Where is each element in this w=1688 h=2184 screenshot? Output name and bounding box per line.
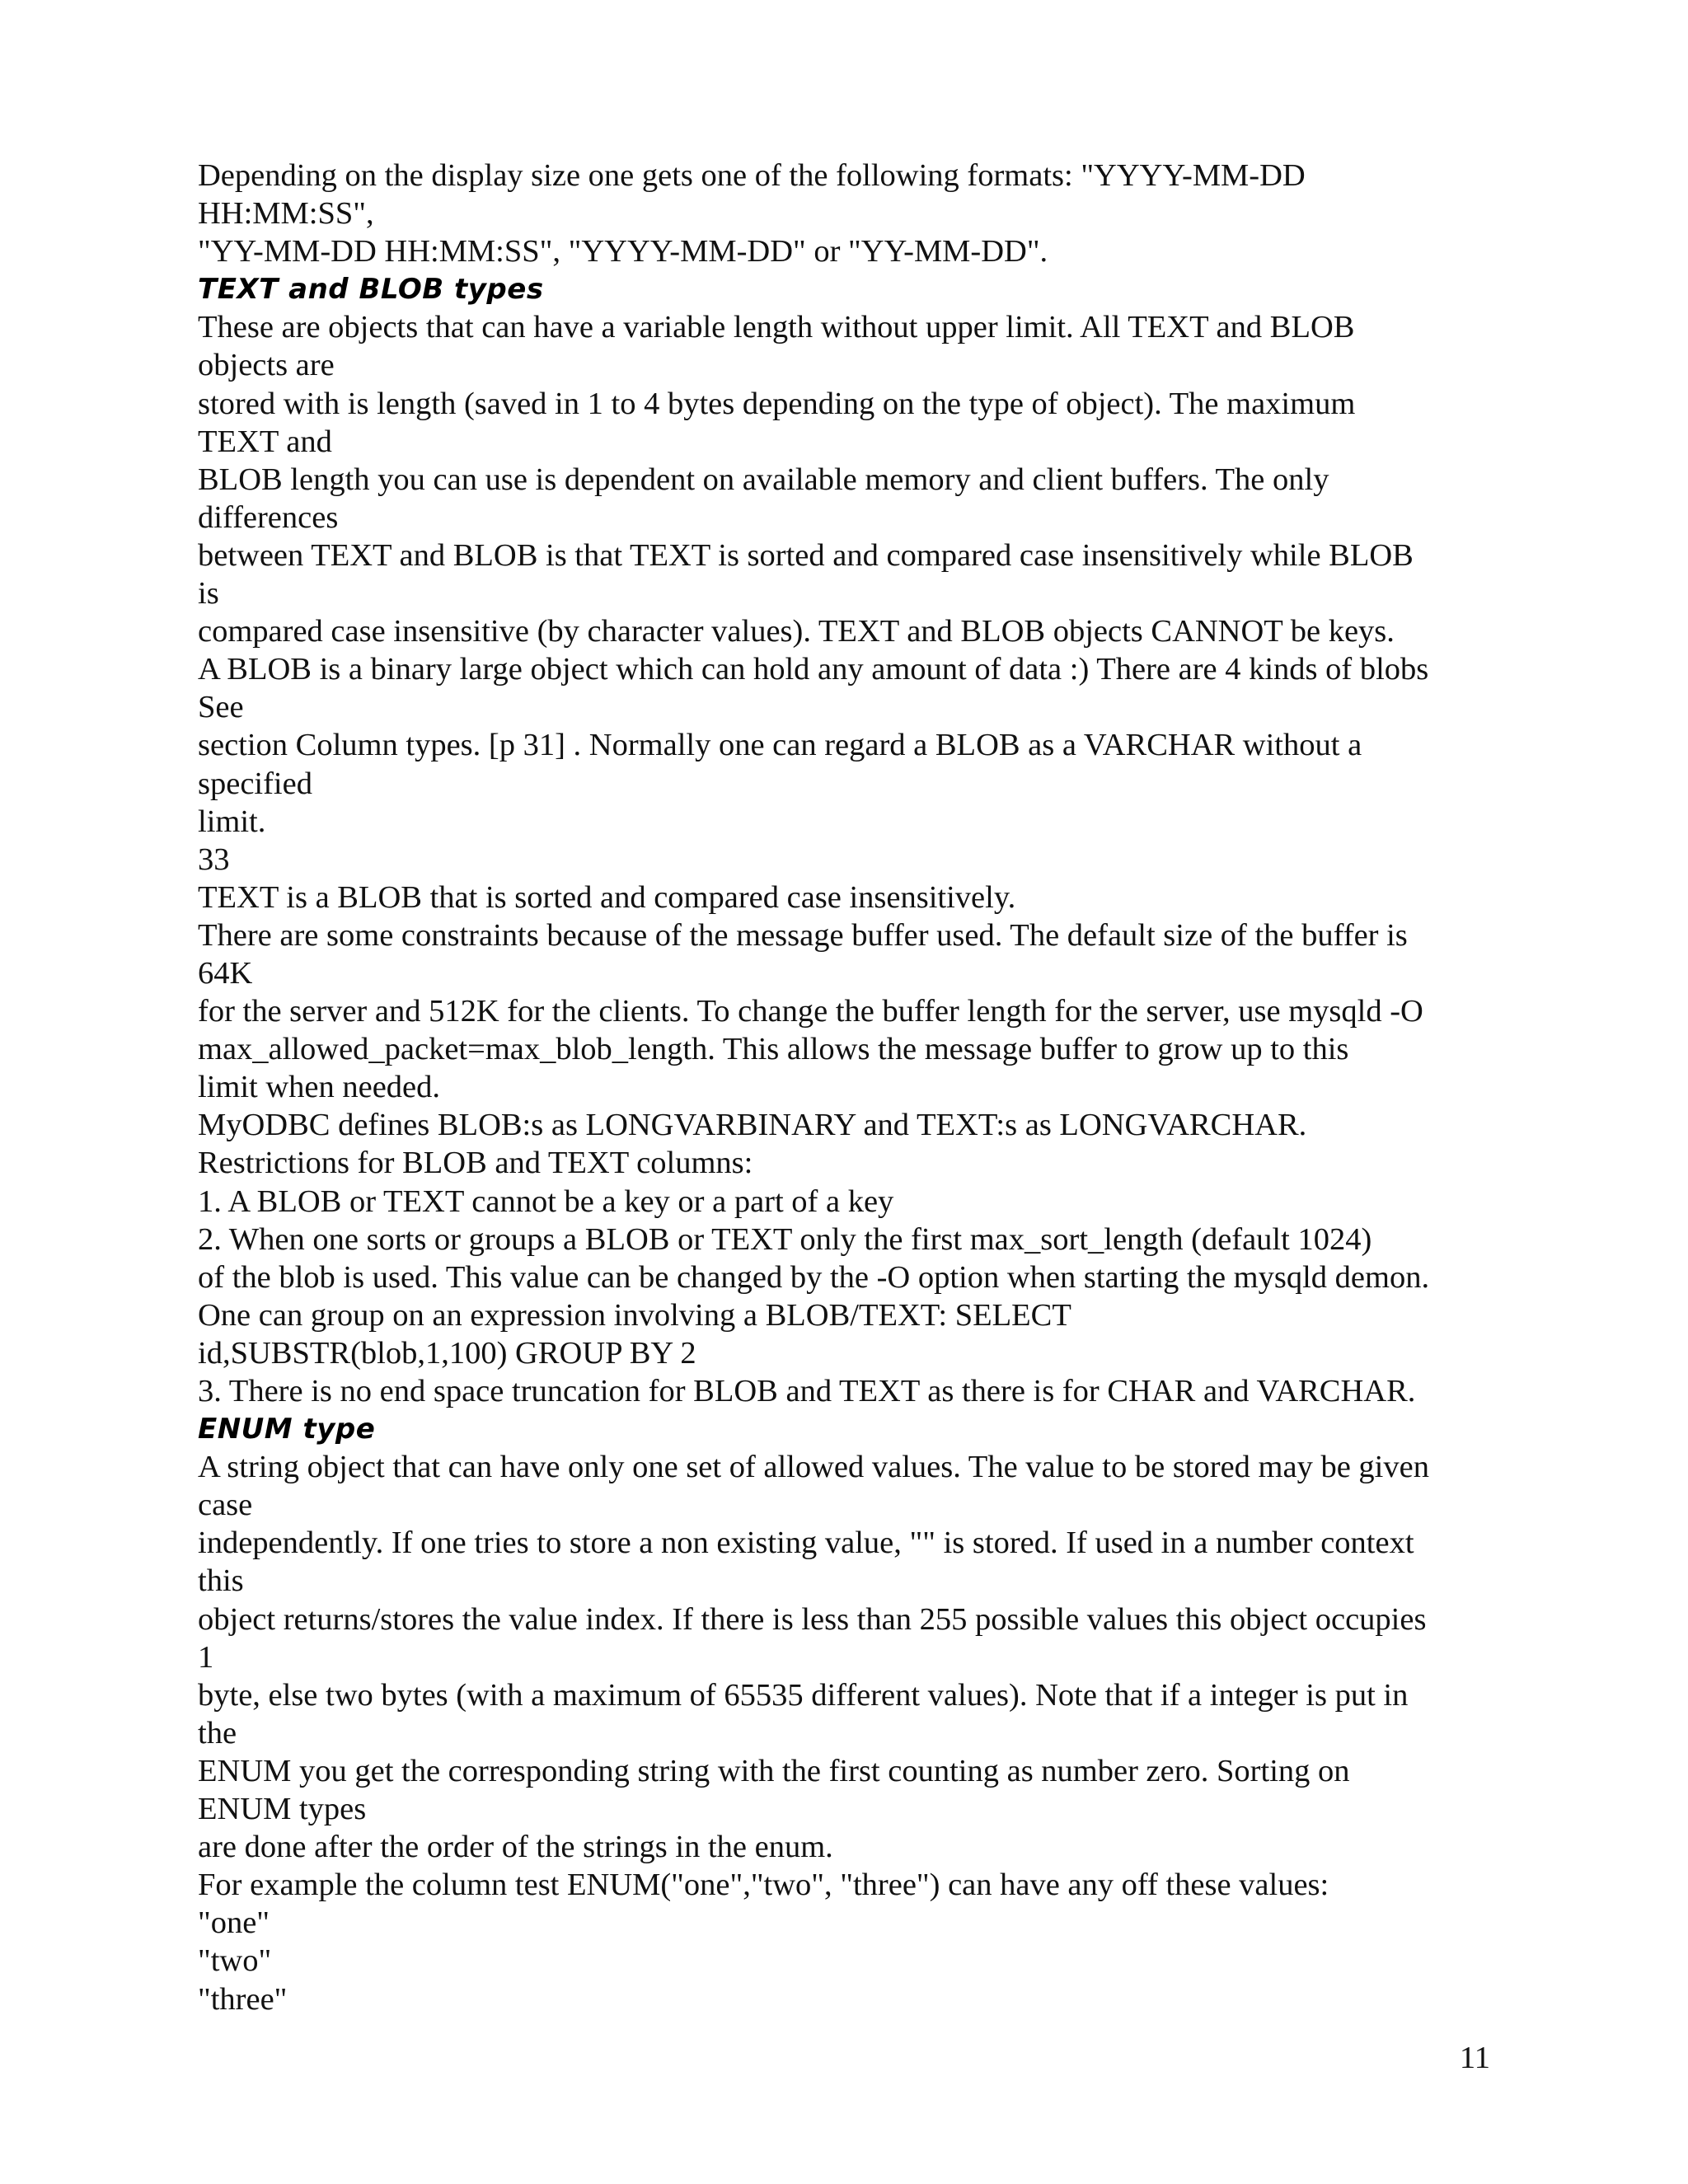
- text-line: case: [198, 1488, 253, 1523]
- text-line: Depending on the display size one gets one of the following formats: "YYYY-MM-DD: [198, 158, 1306, 193]
- text-line: max_allowed_packet=max_blob_length. This allows the message buffer to grow up to this: [198, 1032, 1349, 1067]
- text-line: are done after the order of the strings in the enum.: [198, 1830, 833, 1865]
- text-line: for the server and 512K for the clients. To change the buffer length for the server, use mysqld -O: [198, 994, 1423, 1029]
- text-line: One can group on an expression involving a BLOB/TEXT: SELECT: [198, 1297, 1071, 1333]
- text-line: 3. There is no end space truncation for BLOB and TEXT as there is for CHAR and VARCHAR.: [198, 1374, 1416, 1408]
- text-line: "YY-MM-DD HH:MM:SS", "YYYY-MM-DD" or "YY-MM-DD".: [198, 234, 1048, 269]
- text-line: specified: [198, 766, 312, 801]
- text-line: MyODBC defines BLOB:s as LONGVARBINARY and TEXT:s as LONGVARCHAR.: [198, 1108, 1307, 1143]
- text-line: "three": [198, 1981, 288, 2017]
- text-line: There are some constraints because of the message buffer used. The default size of the buffer is: [198, 917, 1408, 953]
- section-heading: ENUM type: [198, 1413, 376, 1446]
- text-line: independently. If one tries to store a non existing value, "" is stored. If used in a number context: [198, 1526, 1414, 1561]
- text-line: object returns/stores the value index. If there is less than 255 possible values this object occupies: [198, 1601, 1427, 1637]
- text-line: These are objects that can have a variable length without upper limit. All TEXT and BLOB: [198, 310, 1355, 345]
- text-line: between TEXT and BLOB is that TEXT is sorted and compared case insensitively while BLOB: [198, 537, 1414, 573]
- text-line: is: [198, 576, 219, 612]
- text-line: TEXT is a BLOB that is sorted and compared case insensitively.: [198, 879, 1016, 915]
- text-line: objects are: [198, 348, 335, 383]
- text-line: BLOB length you can use is dependent on available memory and client buffers. The only: [198, 462, 1329, 497]
- text-line: ENUM types: [198, 1792, 367, 1827]
- text-line: 33: [198, 841, 230, 877]
- text-line: ENUM you get the corresponding string with the first counting as number zero. Sorting on: [198, 1753, 1350, 1788]
- text-line: compared case insensitive (by character values). TEXT and BLOB objects CANNOT be keys.: [198, 614, 1395, 649]
- text-line: 1. A BLOB or TEXT cannot be a key or a part of a key: [198, 1183, 894, 1219]
- page-number: 11: [1459, 2041, 1490, 2075]
- text-line: limit when needed.: [198, 1070, 441, 1105]
- text-line: "one": [198, 1905, 270, 1941]
- text-line: 2. When one sorts or groups a BLOB or TEXT only the first max_sort_length (default 1024): [198, 1221, 1372, 1257]
- text-line: 1: [198, 1639, 214, 1675]
- text-line: For example the column test ENUM("one","two", "three") can have any off these values:: [198, 1868, 1329, 1903]
- text-line: TEXT and: [198, 424, 332, 459]
- text-line: section Column types. [p 31] . Normally one can regard a BLOB as a VARCHAR without a: [198, 728, 1362, 763]
- text-line: of the blob is used. This value can be changed by the -O option when starting the mysqld demon.: [198, 1259, 1430, 1295]
- text-line: "two": [198, 1943, 272, 1979]
- page-body: [198, 157, 1500, 2018]
- text-line: HH:MM:SS",: [198, 196, 374, 232]
- text-line: id,SUBSTR(blob,1,100) GROUP BY 2: [198, 1335, 696, 1371]
- text-line: 64K: [198, 955, 253, 991]
- text-line: the: [198, 1715, 237, 1750]
- text-line: differences: [198, 499, 339, 535]
- text-line: See: [198, 690, 244, 725]
- section-heading: TEXT and BLOB types: [198, 273, 544, 307]
- text-line: this: [198, 1563, 244, 1599]
- text-line: A string object that can have only one set of allowed values. The value to be stored may be given: [198, 1450, 1429, 1485]
- text-line: Restrictions for BLOB and TEXT columns:: [198, 1146, 753, 1181]
- text-line: stored with is length (saved in 1 to 4 bytes depending on the type of object). The maximum: [198, 386, 1356, 421]
- text-line: byte, else two bytes (with a maximum of 65535 different values). Note that if a integer is put in: [198, 1677, 1409, 1713]
- text-line: limit.: [198, 804, 266, 839]
- text-line: A BLOB is a binary large object which can hold any amount of data :) There are 4 kinds of blobs: [198, 652, 1429, 687]
